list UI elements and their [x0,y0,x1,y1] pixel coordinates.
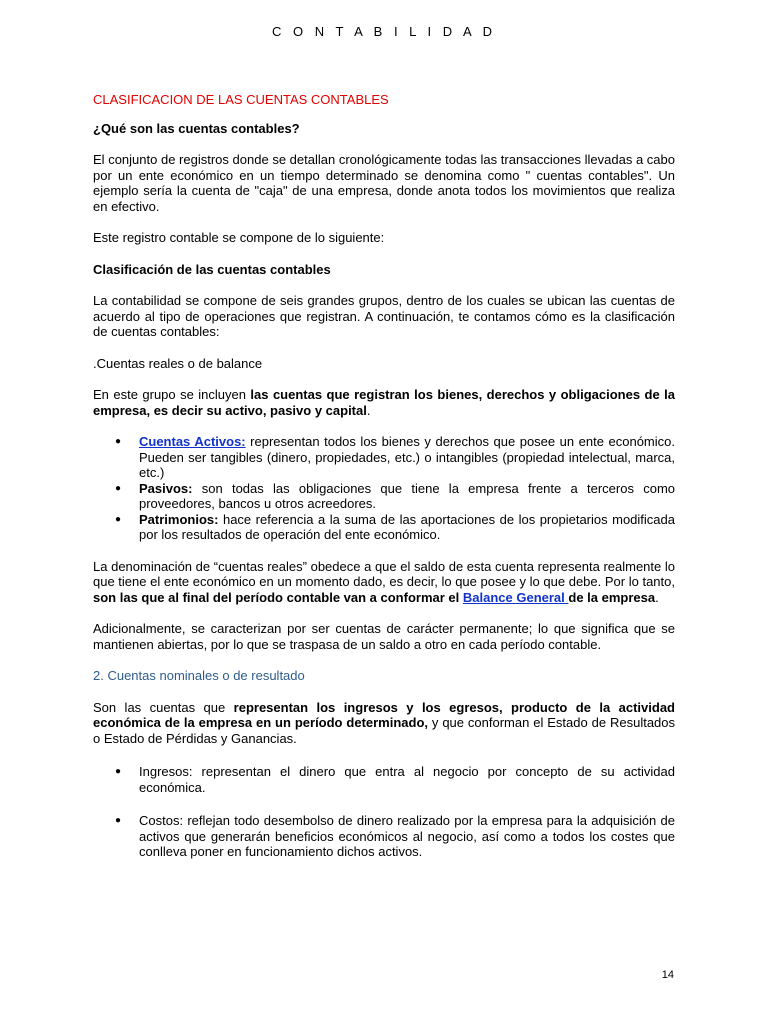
list-item-text: representan todos los bienes y derechos que posee un ente económico. Pueden ser tangibles (dinero, propiedades, etc.) o intangibles (propiedad intelectual, marca, etc.) [139,434,675,480]
text-segment: Son las cuentas que [93,699,234,715]
page-header: C O N T A B I L I D A D [272,24,496,39]
list-item-text: son todas las obligaciones que tiene la empresa frente a terceros como proveedores, bancos u otros acreedores. [139,480,675,511]
classification-heading: Clasificación de las cuentas contables [93,261,331,277]
bold-segment: son las que al final del período contable van a conformar el [93,589,463,605]
balance-accounts-list [93,434,675,543]
paragraph-definition: El conjunto de registros donde se detallan cronológicamente todas las transacciones llevadas a cabo por un ente económico en un tiempo determinado se denomina como " cuentas contables". Un ejemplo sería la cuenta de "caja" de una empresa, donde anota todos los movimientos que realiza en efectivo. [93,152,675,214]
paragraph-real-accounts [93,559,675,606]
bold-segment: representan los ingresos y los egresos, producto de la actividad económica de la empresa en un período determinado, [93,699,675,730]
nominal-accounts-heading: 2. Cuentas nominales o de resultado [93,668,305,683]
bold-segment: de la empresa [568,589,656,605]
paragraph-intro: Este registro contable se compone de lo siguiente: [93,230,385,245]
text-segment: y que conforman el Estado de Resultados o Estado de Pérdidas y Ganancias. [93,715,676,746]
list-item-term: Pasivos: [139,480,193,496]
text-segment: . [655,589,659,605]
section-title: CLASIFICACION DE LAS CUENTAS CONTABLES [93,92,389,107]
list-item-term: Patrimonios: [139,511,219,527]
bullet-icon: ● [115,766,122,777]
paragraph-permanent: Adicionalmente, se caracterizan por ser cuentas de carácter permanente; lo que significa que se mantienen abiertas, por lo que se traspasa de un saldo a otro en cada período contable. [93,621,675,652]
paragraph-group-description [93,387,675,418]
list-item-text: hace referencia a la suma de las aportaciones de los propietarios modificada por los resultados de operación del ente económico. [139,511,675,542]
paragraph-nominal [93,700,675,747]
nominal-accounts-list [93,764,675,860]
bold-segment: las cuentas que registran los bienes, derechos y obligaciones de la empresa, es decir su activo, pasivo y capital [93,387,675,418]
list-item-text: Ingresos: representan el dinero que entra al negocio por concepto de su actividad económica. [139,764,675,795]
list-item [93,813,675,860]
text-segment: . [366,402,371,418]
bullet-icon: ● [115,436,122,447]
text-segment: La denominación de “cuentas reales” obedece a que el saldo de esta cuenta representa realmente lo que tiene el ente económico en un momento dado, es decir, lo que posee y lo que debe. Por lo tanto, [93,558,675,589]
list-item [93,434,675,481]
cuentas-activos-link[interactable]: Cuentas Activos: [139,434,246,449]
list-item [93,764,675,795]
bullet-icon: ● [115,482,122,494]
question-heading: ¿Qué son las cuentas contables? [93,120,300,136]
page-content [93,92,675,860]
subheading-real-accounts: .Cuentas reales o de balance [93,355,263,371]
paragraph-groups: La contabilidad se compone de seis grandes grupos, dentro de los cuales se ubican las cuentas de acuerdo al tipo de operaciones que registran. A continuación, te contamos cómo es la clasificación de cuentas contables: [93,293,675,339]
list-item [93,512,675,543]
list-item-text: Costos: reflejan todo desembolso de dinero realizado por la empresa para la adquisición de activos que generarán beneficios económicos al negocio, así como a todos los costes que conlleva poner en funcionamiento dichos activos. [139,813,675,859]
page-number: 14 [661,969,674,981]
bullet-icon: ● [115,513,122,525]
text-segment: En este grupo se incluyen [93,387,251,402]
list-item [93,481,675,512]
balance-general-link[interactable]: Balance General [462,589,569,605]
bullet-icon: ● [115,815,122,826]
